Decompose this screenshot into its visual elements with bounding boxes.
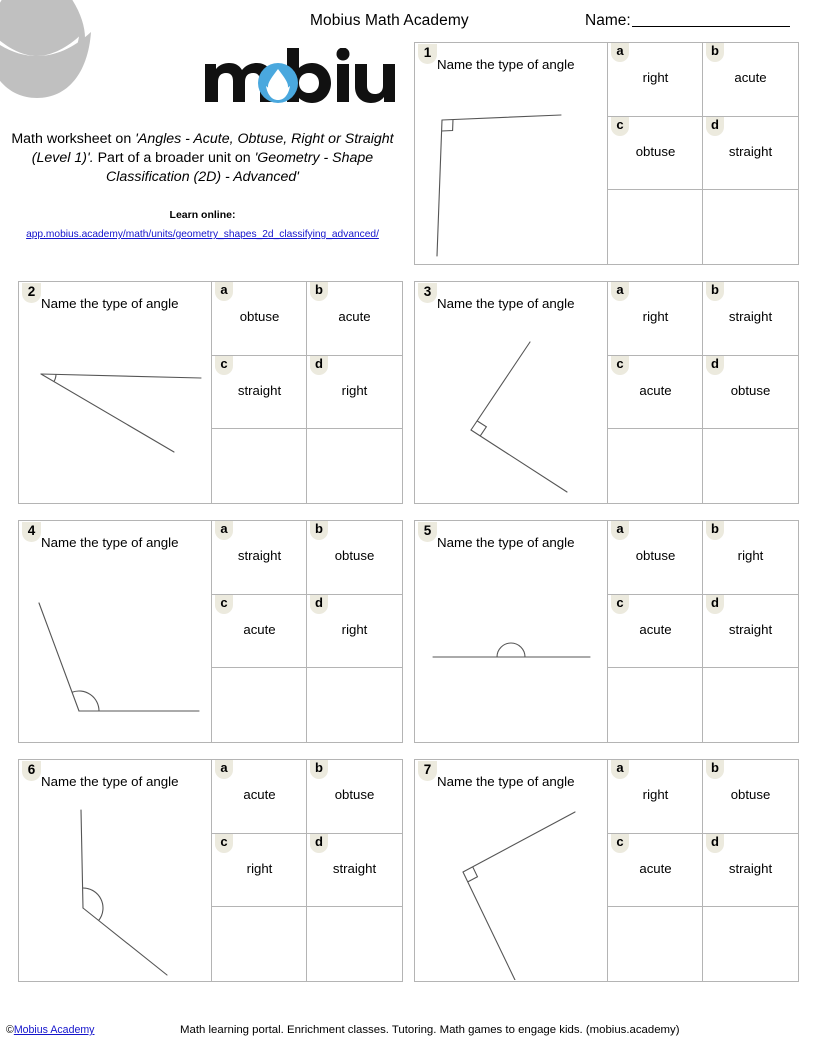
- answer-letter-badge: d: [706, 834, 724, 853]
- answer-option-label: straight: [237, 548, 282, 563]
- question-number-badge: 3: [418, 283, 437, 303]
- answer-workspace-cell[interactable]: [608, 668, 703, 742]
- answer-letter-badge: c: [611, 595, 629, 614]
- question-prompt: Name the type of angle: [437, 57, 575, 72]
- question-box: [414, 759, 799, 982]
- answer-option-a[interactable]: [212, 760, 307, 834]
- answer-letter-badge: b: [310, 521, 328, 540]
- angle-diagram-right: [415, 73, 608, 263]
- answer-option-c[interactable]: [212, 834, 307, 908]
- answer-workspace-cell[interactable]: [212, 907, 307, 981]
- answer-workspace-cell[interactable]: [703, 190, 798, 264]
- answer-option-d[interactable]: [703, 595, 798, 669]
- answer-workspace-cell[interactable]: [307, 668, 402, 742]
- answer-letter-badge: b: [310, 760, 328, 779]
- answer-letter-badge: d: [310, 356, 328, 375]
- answer-workspace-cell[interactable]: [608, 190, 703, 264]
- answer-option-a[interactable]: [608, 43, 703, 117]
- question-box: [18, 759, 403, 982]
- answer-option-label: right: [246, 860, 273, 876]
- answer-option-c[interactable]: [212, 356, 307, 430]
- answer-option-c[interactable]: [608, 595, 703, 669]
- answer-workspace-cell[interactable]: [703, 907, 798, 981]
- answer-option-c[interactable]: [608, 834, 703, 908]
- answer-option-b[interactable]: [703, 282, 798, 356]
- answer-workspace-cell[interactable]: [307, 429, 402, 503]
- question-prompt: Name the type of angle: [41, 774, 179, 789]
- question-diagram-pane: [19, 760, 212, 981]
- question-diagram-pane: [415, 521, 608, 742]
- answer-letter-badge: d: [706, 117, 724, 136]
- answer-workspace-cell[interactable]: [703, 429, 798, 503]
- answer-option-a[interactable]: [212, 282, 307, 356]
- question-number-badge: 2: [22, 283, 41, 303]
- angle-diagram-right: [415, 790, 608, 980]
- question-number-badge: 7: [418, 761, 437, 781]
- question-box: [18, 520, 403, 743]
- question-box: [18, 281, 403, 504]
- answer-option-b[interactable]: [703, 760, 798, 834]
- angle-diagram-obtuse: [19, 790, 212, 980]
- answer-option-label: acute: [338, 309, 371, 324]
- question-diagram-pane: [415, 282, 608, 503]
- question-prompt: Name the type of angle: [41, 535, 179, 550]
- answer-option-label: straight: [728, 621, 773, 637]
- answer-option-c[interactable]: [212, 595, 307, 669]
- question-number-badge: 4: [22, 522, 41, 542]
- answer-options-grid: [608, 43, 798, 264]
- description-topic: 'Angles - Acute, Obtuse, Right or Straight (Level 1)'.: [31, 131, 394, 166]
- question-prompt: Name the type of angle: [437, 774, 575, 789]
- answer-option-label: right: [642, 309, 669, 324]
- question-box: [414, 520, 799, 743]
- description-unit: 'Geometry - Shape Classification (2D) - Advanced': [106, 149, 374, 185]
- question-prompt: Name the type of angle: [41, 296, 179, 311]
- corner-logo-mark: [0, 0, 112, 104]
- answer-option-label: obtuse: [635, 143, 676, 159]
- worksheet-description: [10, 130, 395, 187]
- answer-options-grid: [212, 521, 402, 742]
- answer-letter-badge: d: [706, 356, 724, 375]
- answer-option-b[interactable]: [307, 521, 402, 595]
- angle-diagram-straight: [415, 551, 608, 741]
- academy-title: Mobius Math Academy: [310, 12, 469, 29]
- answer-option-label: acute: [639, 860, 672, 876]
- question-box: [414, 281, 799, 504]
- footer-copyright: [6, 1024, 94, 1036]
- answer-workspace-cell[interactable]: [608, 429, 703, 503]
- angle-diagram-obtuse: [19, 551, 212, 741]
- answer-letter-badge: a: [215, 521, 233, 540]
- answer-option-label: straight: [728, 860, 773, 876]
- answer-option-label: acute: [639, 621, 672, 637]
- question-box: [414, 42, 799, 265]
- answer-option-label: straight: [237, 382, 282, 398]
- description-middle: Part of a broader unit on: [93, 149, 255, 166]
- mobius-logo: [203, 48, 401, 104]
- answer-letter-badge: c: [611, 117, 629, 136]
- answer-options-grid: [608, 282, 798, 503]
- answer-option-b[interactable]: [703, 43, 798, 117]
- answer-option-label: obtuse: [334, 548, 375, 563]
- answer-option-label: obtuse: [334, 787, 375, 802]
- angle-diagram-right: [415, 312, 608, 502]
- answer-letter-badge: b: [706, 282, 724, 301]
- answer-option-c[interactable]: [608, 356, 703, 430]
- answer-workspace-cell[interactable]: [212, 668, 307, 742]
- answer-letter-badge: b: [706, 521, 724, 540]
- answer-option-d[interactable]: [703, 834, 798, 908]
- question-diagram-pane: [415, 760, 608, 981]
- answer-letter-badge: c: [215, 834, 233, 853]
- answer-option-label: acute: [639, 382, 672, 398]
- answer-option-a[interactable]: [608, 521, 703, 595]
- answer-option-label: acute: [243, 787, 276, 802]
- answer-option-d[interactable]: [307, 595, 402, 669]
- answer-workspace-cell[interactable]: [212, 429, 307, 503]
- answer-workspace-cell[interactable]: [307, 907, 402, 981]
- answer-option-a[interactable]: [608, 760, 703, 834]
- answer-workspace-cell[interactable]: [608, 907, 703, 981]
- answer-option-b[interactable]: [703, 521, 798, 595]
- answer-option-label: right: [737, 548, 764, 563]
- question-diagram-pane: [19, 521, 212, 742]
- question-diagram-pane: [19, 282, 212, 503]
- answer-option-d[interactable]: [307, 834, 402, 908]
- name-field[interactable]: [585, 12, 790, 30]
- learn-online-url[interactable]: app.mobius.academy/math/units/geometry_shapes_2d_classifying_advanced/: [26, 229, 379, 240]
- answer-option-label: obtuse: [730, 787, 771, 802]
- answer-letter-badge: c: [215, 595, 233, 614]
- answer-option-b[interactable]: [307, 760, 402, 834]
- name-write-line[interactable]: [632, 26, 790, 27]
- answer-letter-badge: a: [215, 760, 233, 779]
- answer-letter-badge: d: [310, 834, 328, 853]
- answer-option-label: obtuse: [239, 309, 280, 324]
- answer-option-c[interactable]: [608, 117, 703, 191]
- answer-option-label: acute: [734, 70, 767, 85]
- answer-option-d[interactable]: [703, 117, 798, 191]
- description-prefix: Math worksheet on: [11, 131, 136, 147]
- answer-letter-badge: c: [611, 834, 629, 853]
- copyright-symbol: ©: [6, 1024, 14, 1036]
- answer-option-label: right: [642, 787, 669, 802]
- answer-letter-badge: a: [215, 282, 233, 301]
- answer-letter-badge: d: [310, 595, 328, 614]
- answer-workspace-cell[interactable]: [703, 668, 798, 742]
- answer-options-grid: [608, 521, 798, 742]
- question-number-badge: 1: [418, 44, 437, 64]
- answer-option-d[interactable]: [307, 356, 402, 430]
- answer-option-b[interactable]: [307, 282, 402, 356]
- footer-note: Math learning portal. Enrichment classes. Tutoring. Math games to engage kids. (mobius.academy): [180, 1024, 680, 1036]
- answer-options-grid: [212, 760, 402, 981]
- question-number-badge: 5: [418, 522, 437, 542]
- name-label: Name:: [585, 12, 631, 29]
- answer-letter-badge: b: [310, 282, 328, 301]
- question-prompt: Name the type of angle: [437, 535, 575, 550]
- learn-online-label: Learn online:: [169, 209, 236, 221]
- answer-option-label: right: [642, 70, 669, 85]
- answer-option-label: right: [341, 382, 368, 398]
- answer-letter-badge: a: [611, 282, 629, 301]
- answer-options-grid: [212, 282, 402, 503]
- answer-letter-badge: c: [215, 356, 233, 375]
- answer-option-label: straight: [332, 860, 377, 876]
- answer-letter-badge: b: [706, 760, 724, 779]
- answer-option-label: acute: [243, 621, 276, 637]
- answer-option-label: obtuse: [635, 548, 676, 563]
- footer-copyright-link[interactable]: Mobius Academy: [13, 1024, 95, 1036]
- answer-option-label: right: [341, 621, 368, 637]
- question-number-badge: 6: [22, 761, 41, 781]
- answer-option-label: straight: [728, 309, 773, 324]
- answer-option-a[interactable]: [212, 521, 307, 595]
- answer-option-label: straight: [728, 143, 773, 159]
- answer-option-d[interactable]: [703, 356, 798, 430]
- question-diagram-pane: [415, 43, 608, 264]
- answer-option-a[interactable]: [608, 282, 703, 356]
- answer-letter-badge: a: [611, 521, 629, 540]
- answer-letter-badge: c: [611, 356, 629, 375]
- answer-options-grid: [608, 760, 798, 981]
- answer-letter-badge: a: [611, 43, 629, 62]
- answer-option-label: obtuse: [730, 382, 771, 398]
- answer-letter-badge: b: [706, 43, 724, 62]
- answer-letter-badge: d: [706, 595, 724, 614]
- question-prompt: Name the type of angle: [437, 296, 575, 311]
- answer-letter-badge: a: [611, 760, 629, 779]
- angle-diagram-acute: [19, 312, 212, 502]
